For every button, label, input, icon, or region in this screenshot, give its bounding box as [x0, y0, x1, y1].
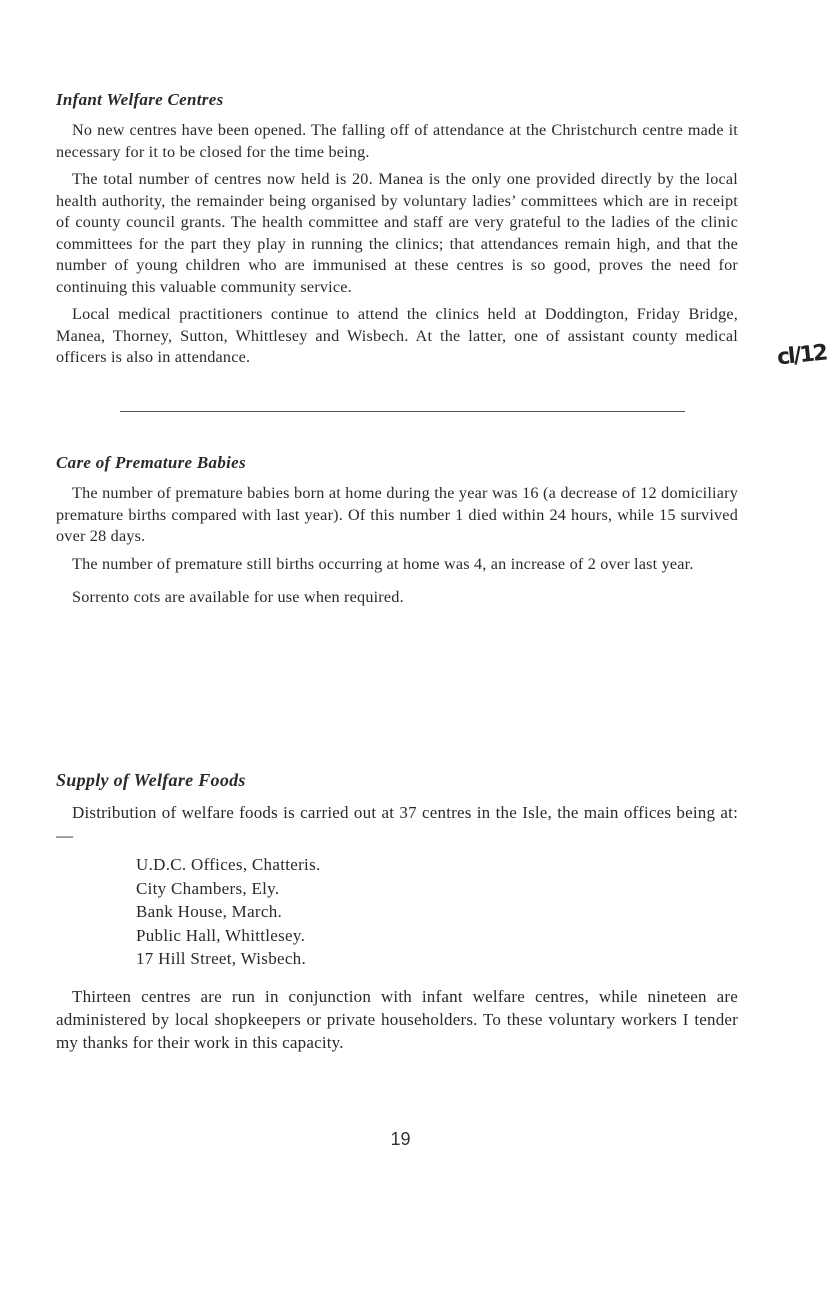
office-address: U.D.C. Offices, Chatteris.: [136, 855, 321, 874]
premature-babies-heading: Care of Premature Babies: [56, 453, 246, 472]
premature-babies-paragraph-1: The number of premature babies born at home during the year was 16 (a decrease of 12 domiciliary premature births compared with last year). Of this number 1 died within 24 hours, while 15 survived over 28 days.: [56, 484, 738, 545]
welfare-foods-heading: Supply of Welfare Foods: [56, 770, 246, 790]
office-address: City Chambers, Ely.: [136, 878, 280, 898]
office-address: Public Hall, Whittlesey.: [136, 925, 306, 945]
infant-welfare-paragraph-2: The total number of centres now held is 20. Manea is the only one provided directly by the local health authority, the remainder being organised by voluntary ladies’ committees which are in receipt of county council grants. The health committee and staff are very grateful to the ladies of the clinic committees for the part they play in running the clinics; that attendances remain high, and that the number of young children who are immunised at these centres is so good, proves the need for continuing this valuable community service.: [56, 170, 738, 296]
welfare-foods-paragraph-2: Thirteen centres are run in conjunction with infant welfare centres, while nineteen are administered by local shopkeepers or private householders. To these voluntary workers I tender my thanks for their work in this capacity.: [56, 986, 738, 1052]
section-welfare-foods: [56, 770, 738, 1060]
infant-welfare-paragraph-3: Local medical practitioners continue to attend the clinics held at Doddington, Friday Bridge, Manea, Thorney, Sutton, Whittlesey and Wisbech. At the latter, one of assistant county medical officers is also in attendance.: [56, 305, 738, 366]
premature-babies-paragraph-2: The number of premature still births occurring at home was 4, an increase of 2 over last year.: [72, 554, 694, 573]
infant-welfare-heading: Infant Welfare Centres: [56, 90, 224, 109]
office-address-list: [56, 853, 738, 971]
page-number: 19: [390, 1129, 411, 1149]
section-infant-welfare: [56, 90, 738, 375]
handwritten-underline: [120, 411, 685, 412]
welfare-foods-paragraph-1: Distribution of welfare foods is carried out at 37 centres in the Isle, the main offices being at: —: [56, 803, 738, 845]
section-premature-babies: [56, 453, 738, 615]
infant-welfare-paragraph-1: No new centres have been opened. The falling off of attendance at the Christchurch centre made it necessary for it to be closed for the time being.: [56, 121, 738, 161]
office-address: 17 Hill Street, Wisbech.: [136, 949, 307, 968]
office-address: Bank House, March.: [136, 902, 283, 921]
handwritten-margin-note: cl/12: [775, 340, 827, 371]
premature-babies-paragraph-3: Sorrento cots are available for use when required.: [72, 588, 404, 606]
